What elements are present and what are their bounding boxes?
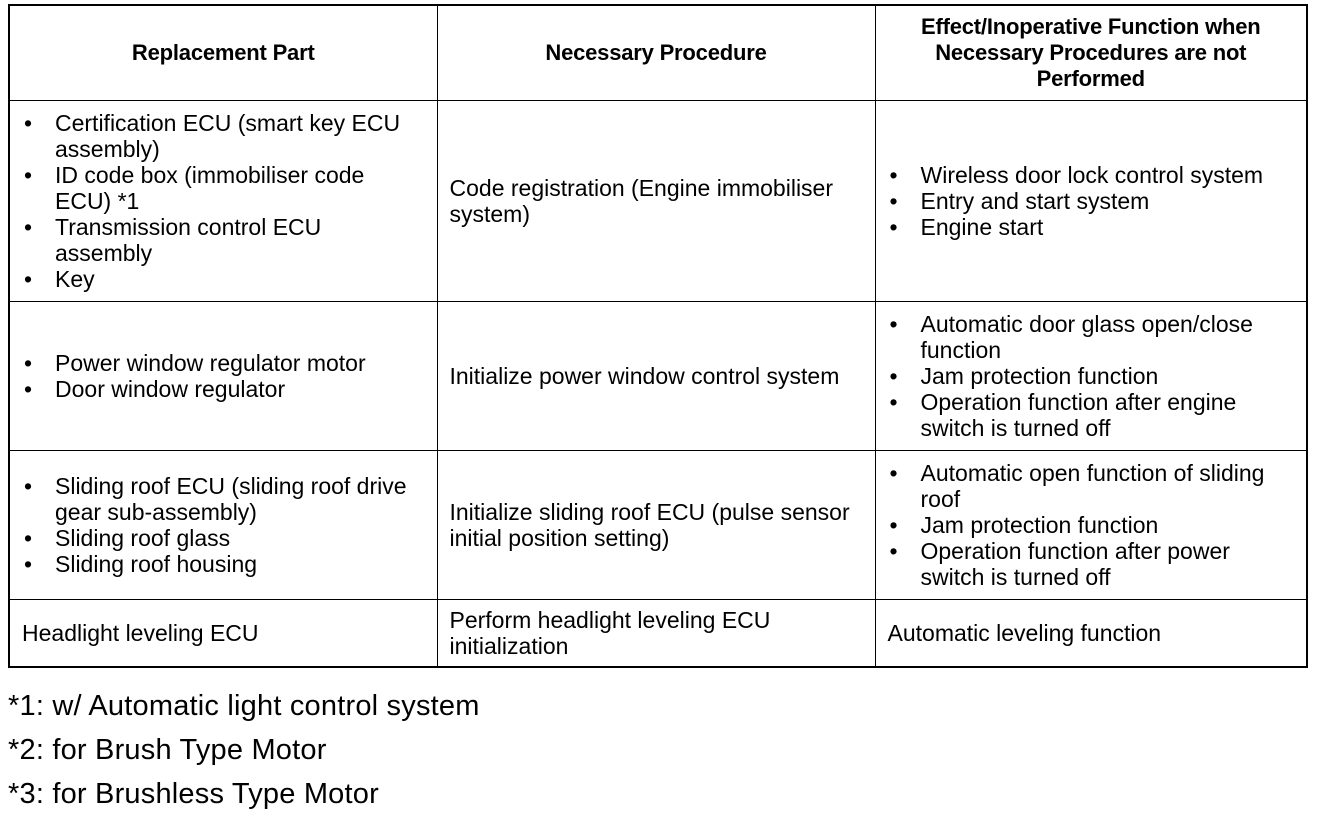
footnote: *3: for Brushless Type Motor	[8, 778, 379, 810]
table-row	[9, 600, 1307, 668]
replacement-part-cell	[9, 302, 437, 451]
header-replacement-part: Replacement Part	[9, 5, 437, 101]
list-item: • Sliding roof housing	[22, 551, 425, 577]
list-item: • Door window regulator	[22, 376, 425, 402]
effect-list	[888, 311, 1295, 441]
list-item: • Wireless door lock control system	[888, 162, 1295, 188]
effect-list	[888, 460, 1295, 590]
list-item: • Power window regulator motor	[22, 350, 425, 376]
effect-cell	[875, 302, 1307, 451]
replacement-part-list	[22, 473, 425, 577]
list-item: • Automatic door glass open/close function	[888, 311, 1295, 363]
replacement-part-cell	[9, 101, 437, 302]
list-item: • Automatic open function of sliding roof	[888, 460, 1295, 512]
necessary-procedure-cell: Perform headlight leveling ECU initialization	[437, 600, 875, 668]
list-item: • Jam protection function	[888, 363, 1295, 389]
list-item: • Transmission control ECU assembly	[22, 214, 425, 266]
replacement-part-list	[22, 110, 425, 292]
list-item: • Sliding roof ECU (sliding roof drive gear sub-assembly)	[22, 473, 425, 525]
effect-cell	[875, 451, 1307, 600]
list-item: • Key	[22, 266, 425, 292]
footnotes	[8, 684, 480, 816]
footnote: *1: w/ Automatic light control system	[8, 690, 480, 722]
table-header-row	[9, 5, 1307, 101]
table-row	[9, 101, 1307, 302]
list-item: • Operation function after power switch is turned off	[888, 538, 1295, 590]
header-effect-inoperative-function: Effect/Inoperative Function when Necessary Procedures are not Performed	[875, 5, 1307, 101]
list-item: • Entry and start system	[888, 188, 1295, 214]
necessary-procedure-cell: Initialize sliding roof ECU (pulse sensor initial position setting)	[437, 451, 875, 600]
header-necessary-procedure: Necessary Procedure	[437, 5, 875, 101]
replacement-part-cell	[9, 451, 437, 600]
replacement-part-list	[22, 350, 425, 402]
effect-cell	[875, 101, 1307, 302]
list-item: • Jam protection function	[888, 512, 1295, 538]
procedure-table-wrapper	[8, 4, 1306, 668]
list-item: • Sliding roof glass	[22, 525, 425, 551]
footnote: *2: for Brush Type Motor	[8, 734, 327, 766]
effect-list	[888, 162, 1295, 240]
table-row	[9, 302, 1307, 451]
necessary-procedure-cell: Initialize power window control system	[437, 302, 875, 451]
procedure-table	[8, 4, 1308, 668]
list-item: • Engine start	[888, 214, 1295, 240]
effect-cell: Automatic leveling function	[875, 600, 1307, 668]
list-item: • Certification ECU (smart key ECU assembly)	[22, 110, 425, 162]
necessary-procedure-cell: Code registration (Engine immobiliser system)	[437, 101, 875, 302]
list-item: • Operation function after engine switch is turned off	[888, 389, 1295, 441]
replacement-part-cell: Headlight leveling ECU	[9, 600, 437, 668]
table-row	[9, 451, 1307, 600]
list-item: • ID code box (immobiliser code ECU) *1	[22, 162, 425, 214]
